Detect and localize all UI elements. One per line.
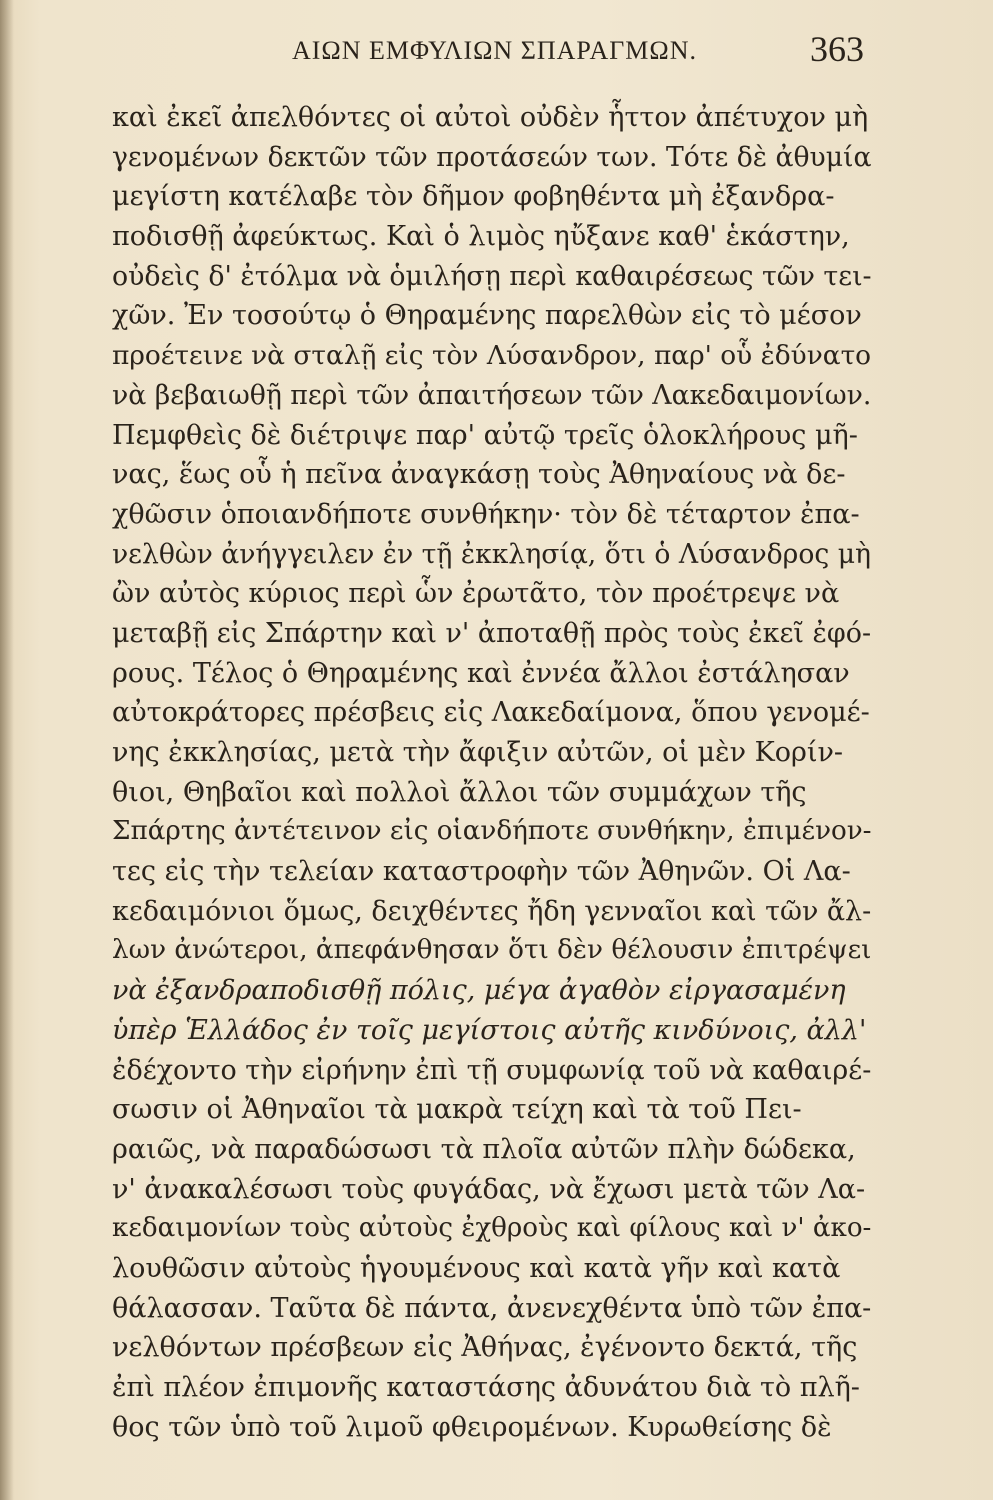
- text-line: αὐτοκράτορες πρέσβεις εἰς Λακεδαίμονα, ὅπου γενομέ-: [112, 697, 870, 729]
- text-line: ὢν αὐτὸς κύριος περὶ ὧν ἐρωτᾶτο, τὸν προέτρεψε νὰ: [112, 578, 840, 610]
- text-line: μεγίστη κατέλαβε τὸν δῆμον φοβηθέντα μὴ ἐξανδρα-: [112, 181, 835, 213]
- text-line: χθῶσιν ὁποιανδήποτε συνθήκην· τὸν δὲ τέταρτον ἐπα-: [112, 498, 860, 530]
- text-line: οὐδεὶς δ' ἐτόλμα νὰ ὁμιλήσῃ περὶ καθαιρέσεως τῶν τει-: [112, 260, 872, 292]
- text-line: καὶ ἐκεῖ ἀπελθόντες οἱ αὐτοὶ οὐδὲν ἧττον ἀπέτυχον μὴ: [112, 102, 869, 133]
- text-line: σωσιν οἱ Ἀθηναῖοι τὰ μακρὰ τείχη καὶ τὰ τοῦ Πει-: [112, 1094, 802, 1126]
- text-line: ἐπὶ πλέον ἐπιμονῆς καταστάσης ἀδυνάτου διὰ τὸ πλῆ-: [112, 1372, 860, 1403]
- text-line: ρους. Τέλος ὁ Θηραμένης καὶ ἐννέα ἄλλοι ἐστάλησαν: [112, 657, 850, 689]
- body-text: [112, 98, 872, 1447]
- text-line: ποδισθῇ ἀφεύκτως. Καὶ ὁ λιμὸς ηὔξανε καθ' ἑκάστην,: [112, 221, 850, 253]
- text-line: νας, ἕως οὗ ἡ πεῖνα ἀναγκάσῃ τοὺς Ἀθηναίους νὰ δε-: [112, 459, 846, 491]
- quoted-line: νὰ ἐξανδραποδισθῇ πόλις, μέγα ἀγαθὸν εἰργασαμένη: [112, 975, 846, 1007]
- text-line: λουθῶσιν αὐτοὺς ἡγουμένους καὶ κατὰ γῆν καὶ κατὰ: [112, 1252, 841, 1284]
- text-line: νελθόντων πρέσβεων εἰς Ἀθήνας, ἐγένοντο δεκτά, τῆς: [112, 1332, 858, 1364]
- text-line: νης ἐκκλησίας, μετὰ τὴν ἄφιξιν αὐτῶν, οἱ μὲν Κορίν-: [112, 737, 843, 768]
- text-line: νελθὼν ἀνήγγειλεν ἐν τῇ ἐκκλησίᾳ, ὅτι ὁ Λύσανδρος μὴ: [112, 538, 871, 570]
- text-line: Σπάρτης ἀντέτεινον εἰς οἱανδήποτε συνθήκην, ἐπιμένον-: [112, 816, 872, 847]
- text-line: κεδαιμονίων τοὺς αὐτοὺς ἐχθροὺς καὶ φίλους καὶ ν' ἀκο-: [112, 1213, 872, 1244]
- text-line: Πεμφθεὶς δὲ διέτριψε παρ' αὐτῷ τρεῖς ὁλοκλήρους μῆ-: [112, 419, 858, 451]
- text-line: θιοι, Θηβαῖοι καὶ πολλοὶ ἄλλοι τῶν συμμάχων τῆς: [112, 776, 807, 808]
- page-number: 363: [810, 29, 864, 69]
- quoted-line: ὑπὲρ Ἑλλάδος ἐν τοῖς μεγίστοις αὐτῆς κινδύνοις, ἀλλ': [112, 1014, 867, 1046]
- text-line: ραιῶς, νὰ παραδώσωσι τὰ πλοῖα αὐτῶν πλὴν δώδεκα,: [112, 1133, 856, 1165]
- text-line: θος τῶν ὑπὸ τοῦ λιμοῦ φθειρομένων. Κυρωθείσης δὲ: [112, 1411, 832, 1443]
- gutter-shadow: [0, 0, 14, 1500]
- text-line: προέτεινε νὰ σταλῇ εἰς τὸν Λύσανδρον, παρ' οὗ ἐδύνατο: [112, 340, 872, 372]
- text-line: τες εἰς τὴν τελείαν καταστροφὴν τῶν Ἀθηνῶν. Οἱ Λα-: [112, 856, 851, 888]
- text-line: μεταβῇ εἰς Σπάρτην καὶ ν' ἀποταθῇ πρὸς τοὺς ἐκεῖ ἐφό-: [112, 617, 872, 649]
- text-line: χῶν. Ἐν τοσούτῳ ὁ Θηραμένης παρελθὼν εἰς τὸ μέσον: [112, 300, 862, 332]
- text-line: νὰ βεβαιωθῇ περὶ τῶν ἀπαιτήσεων τῶν Λακεδαιμονίων.: [112, 379, 872, 411]
- text-line: ν' ἀνακαλέσωσι τοὺς φυγάδας, νὰ ἔχωσι μετὰ τῶν Λα-: [112, 1173, 866, 1205]
- text-line: λων ἀνώτεροι, ἀπεφάνθησαν ὅτι δὲν θέλουσιν ἐπιτρέψει: [112, 935, 872, 966]
- text-line: ἐδέχοντο τὴν εἰρήνην ἐπὶ τῇ συμφωνίᾳ τοῦ νὰ καθαιρέ-: [112, 1054, 872, 1086]
- running-title: ΑΙΩΝ ΕΜΦΥΛΙΩΝ ΣΠΑΡΑΓΜΩΝ.: [292, 36, 698, 65]
- text-line: θάλασσαν. Ταῦτα δὲ πάντα, ἀνενεχθέντα ὑπὸ τῶν ἐπα-: [112, 1292, 872, 1324]
- text-line: κεδαιμόνιοι ὅμως, δειχθέντες ἤδη γενναῖοι καὶ τῶν ἄλ-: [112, 895, 872, 927]
- text-line: γενομένων δεκτῶν τῶν προτάσεών των. Τότε δὲ ἀθυμία: [112, 141, 872, 173]
- page-header: [0, 28, 993, 78]
